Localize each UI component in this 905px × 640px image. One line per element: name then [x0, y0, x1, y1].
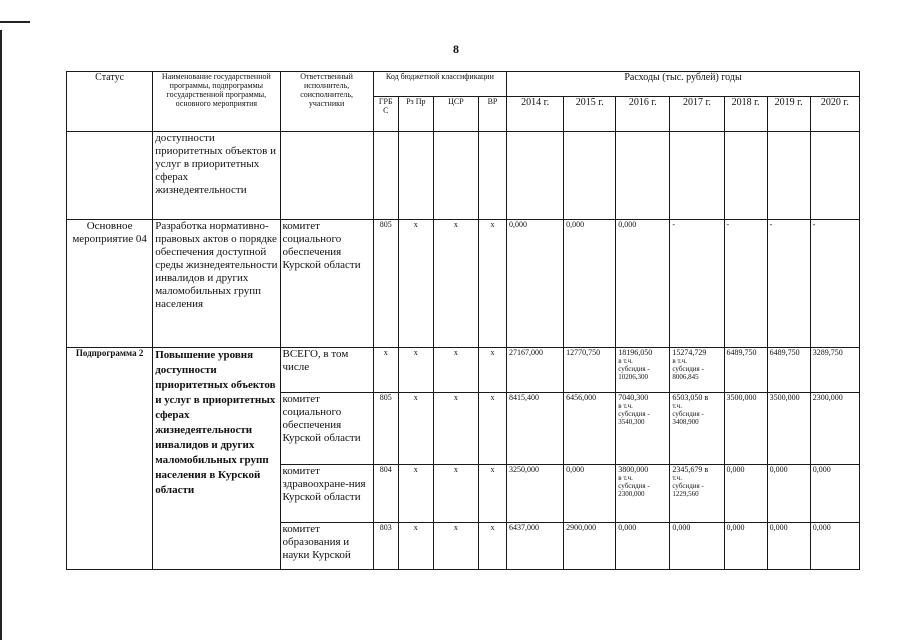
value-2020-cell: 2300,000	[810, 393, 859, 465]
code-vr-cell: х	[478, 220, 506, 348]
code-vr-cell: х	[478, 523, 506, 570]
value-2020-cell: 3289,750	[810, 348, 859, 393]
header-code-csr: ЦСР	[433, 97, 478, 132]
code-rzpr-cell: х	[398, 220, 433, 348]
code-rzpr-cell: х	[398, 523, 433, 570]
header-code-grbs: ГРБ С	[373, 97, 398, 132]
value-note: в т.ч.	[618, 474, 633, 482]
value-2016-cell	[616, 393, 670, 465]
value-note: субсидия -	[618, 410, 650, 418]
code-grbs-cell: 804	[373, 465, 398, 523]
value-amount: 0,000	[672, 523, 691, 532]
header-name: Наименование государственной программы, подпрограммы государственной программы, основного мероприятия	[153, 72, 280, 132]
value-2014-cell: 8415,400	[507, 393, 564, 465]
responsible-cell: комитет образования и науки Курской	[280, 523, 373, 570]
header-code-vr: ВР	[478, 97, 506, 132]
scan-edge-mark-left	[0, 30, 2, 640]
status-cell	[67, 132, 153, 220]
empty-cell	[398, 132, 433, 220]
status-cell: Основное мероприятие 04	[67, 220, 153, 348]
value-2018-cell: 3500,000	[724, 393, 767, 465]
value-note: в т.ч.	[672, 357, 687, 365]
value-2015-cell: 2900,000	[564, 523, 616, 570]
value-note: субсидия -	[672, 365, 704, 373]
table-row-measure-04	[67, 220, 860, 348]
code-csr-cell: х	[433, 465, 478, 523]
status-cell: Подпрограмма 2	[67, 348, 153, 570]
code-grbs-cell: 803	[373, 523, 398, 570]
scan-edge-mark-top	[0, 21, 30, 23]
responsible-cell: ВСЕГО, в том числе	[280, 348, 373, 393]
responsible-cell: комитет здравоохране-ния Курской области	[280, 465, 373, 523]
value-2015-cell: 6456,000	[564, 393, 616, 465]
value-2020-cell: 0,000	[810, 523, 859, 570]
code-csr-cell: х	[433, 348, 478, 393]
value-note: субсидия -	[618, 482, 650, 490]
header-code-rzpr: Рз Пр	[398, 97, 433, 132]
header-responsible: Ответственный исполнитель, соисполнитель, участники	[280, 72, 373, 132]
value-note: в т.ч.	[618, 357, 633, 365]
value-2018-cell: 0,000	[724, 465, 767, 523]
value-note: 3540,300	[618, 418, 645, 426]
code-rzpr-cell: х	[398, 348, 433, 393]
header-year-2016: 2016 г.	[616, 97, 670, 132]
code-grbs-cell: 805	[373, 220, 398, 348]
value-2017-cell	[670, 393, 724, 465]
value-amount: 0,000	[618, 523, 637, 532]
responsible-cell	[280, 132, 373, 220]
value-2019-cell: 6489,750	[767, 348, 810, 393]
value-2019-cell: 0,000	[767, 465, 810, 523]
value-note: субсидия -	[672, 482, 704, 490]
code-csr-cell: х	[433, 393, 478, 465]
value-2018-cell: 0,000	[724, 523, 767, 570]
value-note: 1229,560	[672, 490, 699, 498]
value-2015-cell: 0,000	[564, 220, 616, 348]
value-2016-cell	[616, 465, 670, 523]
value-2019-cell: 3500,000	[767, 393, 810, 465]
name-cell: Разработка нормативно-правовых актов о порядке обеспечения доступной среды жизнедеятельности инвалидов и других маломобильных групп населения	[153, 220, 280, 348]
value-2014-cell: 0,000	[507, 220, 564, 348]
value-2014-cell: 3250,000	[507, 465, 564, 523]
code-vr-cell: х	[478, 348, 506, 393]
value-2019-cell: 0,000	[767, 523, 810, 570]
value-2014-cell: 6437,000	[507, 523, 564, 570]
value-2016-cell	[616, 523, 670, 570]
value-note: т.ч.	[672, 402, 682, 410]
value-note: 10206,300	[618, 373, 649, 381]
value-2016-cell: 0,000	[616, 220, 670, 348]
code-csr-cell: х	[433, 220, 478, 348]
header-year-2020: 2020 г.	[810, 97, 859, 132]
header-expenses: Расходы (тыс. рублей) годы	[507, 72, 860, 97]
value-amount: 2345,679 в	[672, 465, 709, 474]
value-amount: 3800,000	[618, 465, 649, 474]
code-grbs-cell: х	[373, 348, 398, 393]
value-2020-cell: -	[810, 220, 859, 348]
value-amount: 15274,729	[672, 348, 707, 357]
value-note: 8006,845	[672, 373, 699, 381]
code-rzpr-cell: х	[398, 393, 433, 465]
value-2015-cell: 0,000	[564, 465, 616, 523]
budget-table	[66, 71, 860, 570]
header-year-2014: 2014 г.	[507, 97, 564, 132]
code-vr-cell: х	[478, 465, 506, 523]
value-2014-cell: 27167,000	[507, 348, 564, 393]
value-2017-cell	[670, 523, 724, 570]
value-2018-cell: 6489,750	[724, 348, 767, 393]
header-year-2018: 2018 г.	[724, 97, 767, 132]
empty-cell	[433, 132, 478, 220]
empty-cell	[373, 132, 398, 220]
empty-cell	[478, 132, 506, 220]
empty-cell	[724, 132, 767, 220]
empty-cell	[810, 132, 859, 220]
code-csr-cell: х	[433, 523, 478, 570]
value-amount: 6503,050 в	[672, 393, 709, 402]
empty-cell	[564, 132, 616, 220]
code-rzpr-cell: х	[398, 465, 433, 523]
responsible-cell: комитет социального обеспечения Курской области	[280, 393, 373, 465]
value-amount: 7040,300	[618, 393, 649, 402]
header-budget-code: Код бюджетной классификации	[373, 72, 506, 97]
value-amount: 18196,050	[618, 348, 653, 357]
empty-cell	[670, 132, 724, 220]
value-2019-cell: -	[767, 220, 810, 348]
value-2016-cell	[616, 348, 670, 393]
value-2015-cell: 12770,750	[564, 348, 616, 393]
empty-cell	[507, 132, 564, 220]
value-note: в т.ч.	[618, 402, 633, 410]
name-cell: доступности приоритетных объектов и услуг в приоритетных сферах жизнедеятельности	[153, 132, 280, 220]
empty-cell	[616, 132, 670, 220]
header-row-1	[67, 72, 860, 97]
value-note: субсидия -	[672, 410, 704, 418]
name-cell: Повышение уровня доступности приоритетных объектов и услуг в приоритетных сферах жизнедеятельности инвалидов и других маломобильных групп населения в Курской области	[153, 348, 280, 570]
value-note: т.ч.	[672, 474, 682, 482]
page-number: 8	[453, 42, 459, 56]
header-year-2019: 2019 г.	[767, 97, 810, 132]
empty-cell	[767, 132, 810, 220]
value-2018-cell: -	[724, 220, 767, 348]
value-note: субсидия -	[618, 365, 650, 373]
value-2020-cell: 0,000	[810, 465, 859, 523]
code-vr-cell: х	[478, 393, 506, 465]
value-2017-cell	[670, 465, 724, 523]
table-row-continued	[67, 132, 860, 220]
value-note: 2300,000	[618, 490, 645, 498]
responsible-cell: комитет социального обеспечения Курской области	[280, 220, 373, 348]
header-year-2015: 2015 г.	[564, 97, 616, 132]
header-status: Статус	[67, 72, 153, 132]
table-row-subprogram-total	[67, 348, 860, 393]
value-note: 3408,900	[672, 418, 699, 426]
header-year-2017: 2017 г.	[670, 97, 724, 132]
value-2017-cell	[670, 348, 724, 393]
value-2017-cell: -	[670, 220, 724, 348]
code-grbs-cell: 805	[373, 393, 398, 465]
